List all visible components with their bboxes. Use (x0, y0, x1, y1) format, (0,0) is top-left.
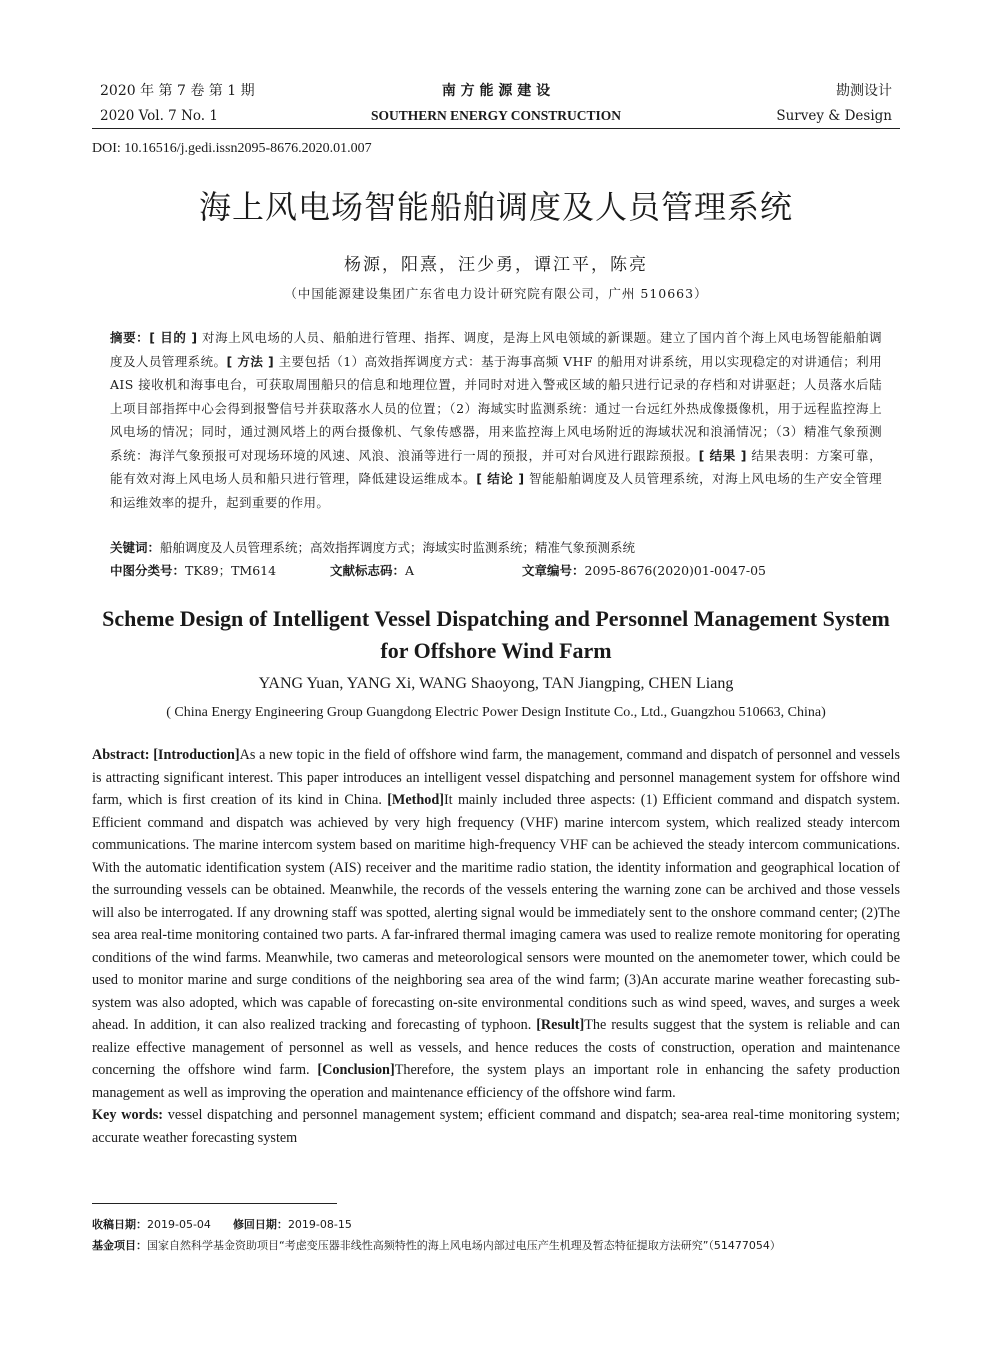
revised-label: 修回日期： (232, 1218, 288, 1231)
abstract-method-en: It mainly included three aspects: (1) Efficient command and dispatch system. Efficient command and dispatch was achieved by very high frequency (VHF) marine intercom system, which realized steady intercom communications. The marine intercom system based on maritime high-frequency VHF can be achieved the steady intercom communications. With the automatic identification system (AIS) receiver and the maritime radio station, the identity information and geographical location of the surrounding vessels can be obtained. Meanwhile, the records of the vessels entering the warning zone can be archived and those vessels will also be interrogated. If any drowning staff was spotted, alerting signal would be immediately sent to the onshore command center; (2)The sea area real-time monitoring contained two parts. A far-infrared thermal imaging camera was used to realize remote monitoring for operating conditions of the wind farms. Meanwhile, two cameras and meteorological sensors were mounted on the anemometer tower, which could be used to monitor marine and surge conditions of the neighboring sea area of the wind farm; (3)An accurate marine weather forecasting sub-system was also adopted, which was capable of forecasting on-site environmental conditions such as wind speed, waves, and surges a week ahead. In addition, it can also realized tracking and forecasting of typhoon. (92, 792, 900, 1033)
running-header-en (92, 108, 900, 128)
keywords-label-en: Key words: (92, 1107, 163, 1123)
revised-date: 2019-08-15 (287, 1218, 352, 1231)
abstract-en (92, 744, 900, 1149)
abstract-intro-en: As a new topic in the field of offshore wind farm, the management, command and dispatch of personnel and vessels is attracting significant interest. This paper introduces an intelligent vessel dispatching and personnel management system for offshore wind farm, which is first creation of its kind in China. (92, 747, 901, 808)
abstract-label-en: Abstract: (92, 747, 150, 763)
abstract-result-cn: 结果表明：方案可靠，能有效对海上风电场人员和船只进行管理，降低建设运维成本。 (110, 447, 882, 486)
received-label: 收稿日期： (92, 1218, 147, 1231)
affiliation-cn: （中国能源建设集团广东省电力设计研究院有限公司，广州 510663） (284, 286, 708, 301)
tag-result-en: [Result] (536, 1017, 585, 1033)
keywords-cn (110, 538, 882, 558)
abstract-method-cn: 主要包括（1）高效指挥调度方式：基于海事高频 VHF 的船用对讲系统，用以实现稳定的对讲通信；利用 AIS 接收机和海事电台，可获取周围船只的信息和地理位置，并同时对进入警戒区域的船只进行记录的存档和对讲驱赶；人员落水后陆上项目部指挥中心会得到报警信号并获取落水人员的位置；（2）海域实时监测系统：通过一台远红外热成像摄像机，用于远程监控海上风电场的情况；同时，通过测风塔上的两台摄像机、气象传感器，用来监控海上风电场附近的海域状况和浪涌情况；（3）精准气象预测系统：海洋气象预报可对现场环境的风速、风浪、浪涌等进行一周的预报，并可对台风进行跟踪预报。 (110, 353, 882, 463)
affiliation-en: ( China Energy Engineering Group Guangdong Electric Power Design Institute Co., Ltd., Guangzhou 510663, China) (166, 705, 826, 720)
abstract-label-cn: 摘要： (110, 330, 150, 345)
section-cn: 勘测设计 (836, 83, 892, 99)
abstract-conclusion-en: Therefore, the system plays an important role in enhancing the safety production management as well as improving the operation and maintenance efficiency of the offshore wind farm. (92, 1062, 900, 1101)
keywords-label-cn: 关键词： (110, 540, 161, 555)
article-no-label: 文章编号： (522, 563, 585, 578)
journal-name-cn: 南 方 能 源 建 设 (441, 83, 551, 99)
footnote-dates (92, 1216, 352, 1232)
tag-result-cn: [ 结果 ] (698, 447, 747, 463)
journal-issue-en: 2020 Vol. 7 No. 1 (100, 108, 218, 124)
clc-number (110, 561, 276, 581)
clc-value: TK89；TM614 (185, 563, 277, 578)
tag-intro-en: [Introduction] (153, 747, 240, 763)
abstract-intro-cn: 对海上风电场的人员、船舶进行管理、指挥、调度，是海上风电领域的新课题。建立了国内首个海上风电场智能船舶调度及人员管理系统。 (110, 330, 882, 369)
abstract-result-en: The results suggest that the system is reliable and can realize effective management of personnel as well as vessels, and hence reduces the costs of construction, operation and maintenance concerning the offshore wind farm. (92, 1017, 900, 1078)
doc-code-value: A (405, 563, 415, 578)
article-no-value: 2095-8676(2020)01-0047-05 (584, 563, 766, 578)
fund-label: 基金项目： (92, 1239, 147, 1252)
classification-row (110, 561, 882, 581)
document-code (330, 561, 414, 581)
title-cn: 海上风电场智能船舶调度及人员管理系统 (198, 188, 793, 226)
abstract-cn (110, 326, 882, 514)
tag-conclusion-en: [Conclusion] (317, 1062, 395, 1078)
journal-name-en: SOUTHERN ENERGY CONSTRUCTION (370, 108, 622, 123)
clc-label: 中图分类号： (110, 563, 186, 578)
running-header-cn (92, 80, 900, 104)
authors-en: YANG Yuan, YANG Xi, WANG Shaoyong, TAN Jiangping, CHEN Liang (258, 675, 734, 692)
authors-cn: 杨源，阳熹，汪少勇，谭江平，陈亮 (344, 255, 648, 275)
footnote-rule (92, 1203, 337, 1204)
journal-issue-cn: 2020 年 第 7 卷 第 1 期 (100, 83, 255, 99)
received-date: 2019-05-04 (147, 1218, 211, 1231)
tag-conclusion-cn: [ 结论 ] (476, 471, 525, 486)
doi[interactable]: DOI: 10.16516/j.gedi.issn2095-8676.2020.01.007 (92, 141, 372, 156)
header-rule (92, 128, 900, 129)
keywords-text-cn: 船舶调度及人员管理系统；高效指挥调度方式；海域实时监测系统；精准气象预测系统 (160, 540, 636, 555)
fund-text: 国家自然科学基金资助项目“考虑变压器非线性高频特性的海上风电场内部过电压产生机理及暂态特征提取方法研究”（51477054） (147, 1239, 781, 1252)
title-en: Scheme Design of Intelligent Vessel Dispatching and Personnel Management System for Offshore Wind Farm (102, 606, 890, 663)
keywords-text-en: vessel dispatching and personnel management system; efficient command and dispatch; sea-area real-time monitoring system; accurate weather forecasting system (92, 1107, 900, 1146)
tag-intro-cn: [ 目的 ] (149, 330, 198, 345)
footnote-fund (92, 1237, 781, 1253)
tag-method-en: [Method] (387, 792, 444, 808)
tag-method-cn: [ 方法 ] (226, 353, 275, 369)
article-number (522, 561, 766, 581)
doc-code-label: 文献标志码： (330, 563, 406, 578)
abstract-conclusion-cn: 智能船舶调度及人员管理系统，对海上风电场的生产安全管理和运维效率的提升，起到重要的作用。 (110, 471, 883, 510)
section-en: Survey & Design (776, 108, 892, 124)
